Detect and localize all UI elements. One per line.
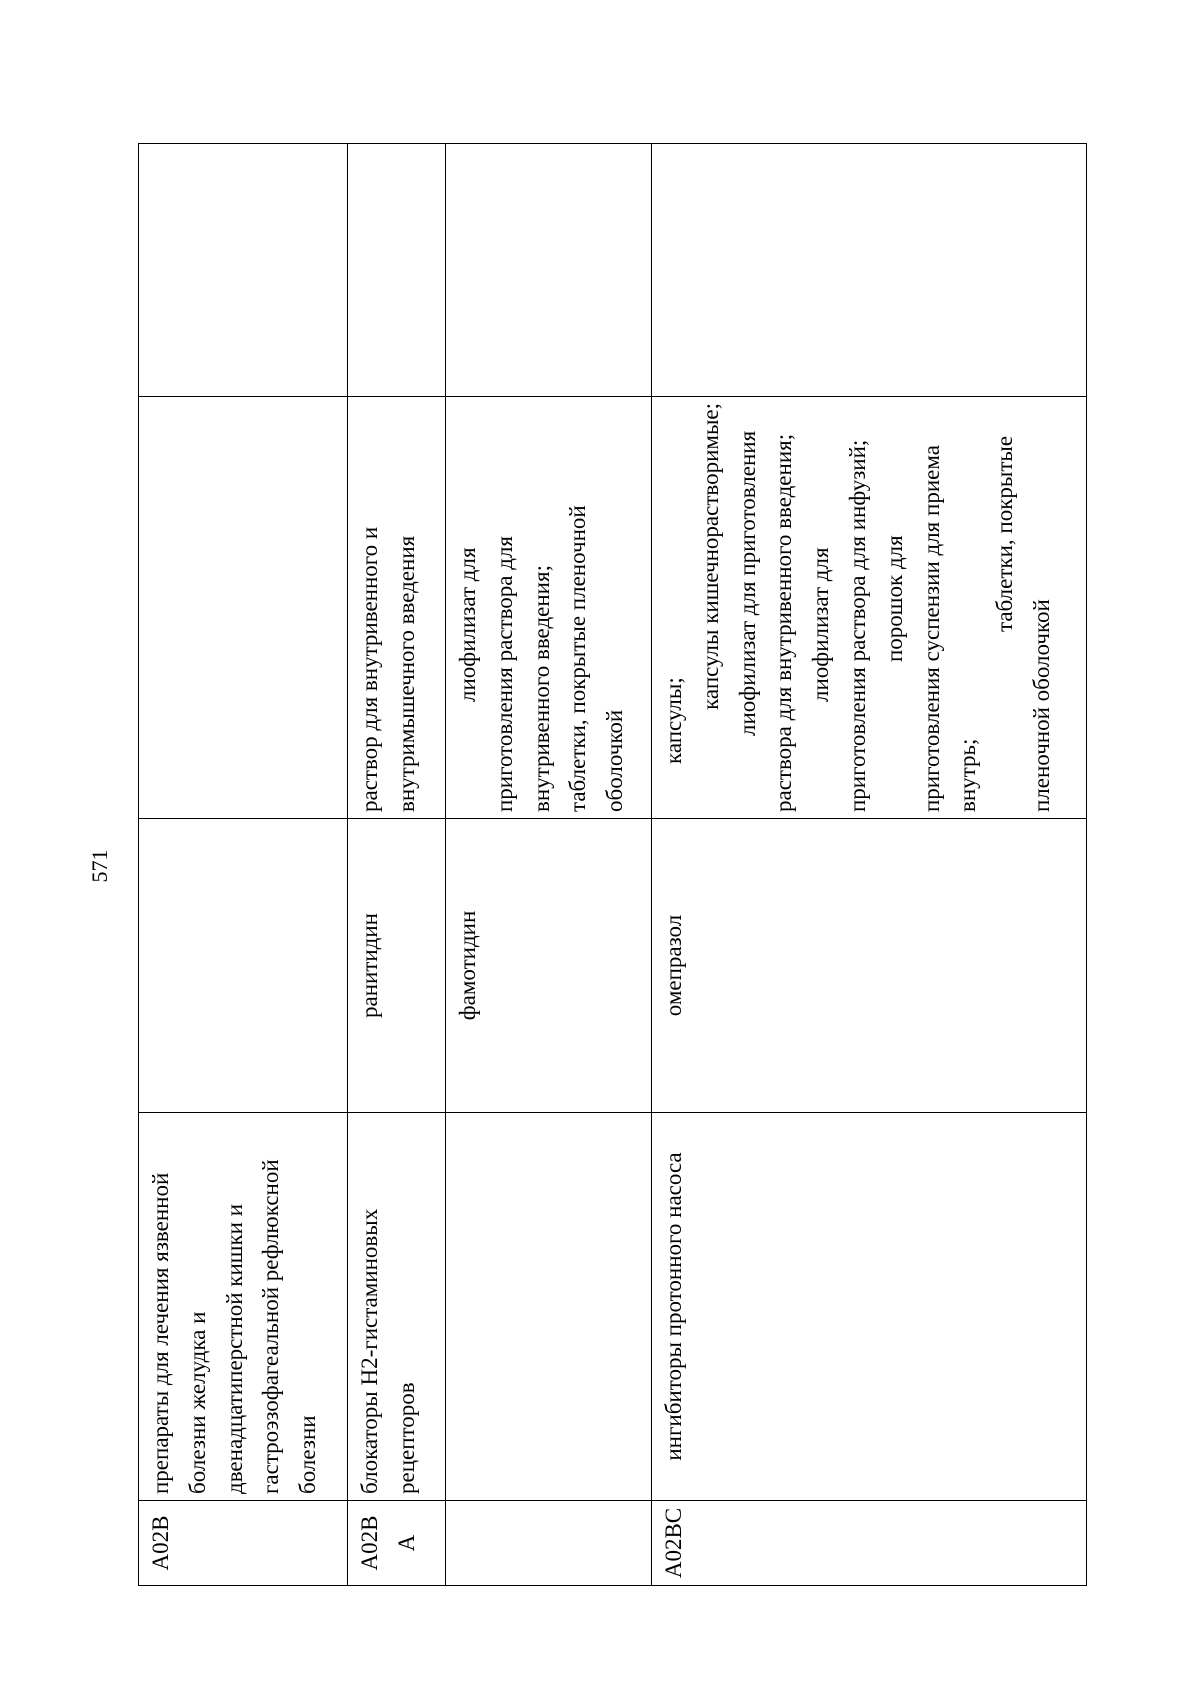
atc-code-cell: A02BC [652, 1501, 1087, 1586]
rotated-table-wrapper [138, 209, 1086, 1586]
empty-cell [348, 144, 446, 397]
table-row [348, 144, 446, 1586]
drug-table [138, 143, 1087, 1586]
table-row [652, 144, 1087, 1586]
dosage-form-line: лиофилизат для приготовления раствора для инфузий; [808, 439, 870, 812]
empty-cell [139, 144, 348, 397]
empty-cell [446, 144, 652, 397]
dosage-form-cell [446, 397, 652, 819]
drug-name-cell [139, 819, 348, 1113]
drug-name-cell: омепразол [652, 819, 1087, 1113]
group-name-cell [446, 1113, 652, 1501]
drug-name-cell: ранитидин [348, 819, 446, 1113]
page-number [84, 836, 116, 896]
drug-name-cell: фамотидин [446, 819, 652, 1113]
dosage-form-line: порошок для приготовления суспензии для приема внутрь; [881, 445, 981, 812]
atc-code-cell: A02B [139, 1501, 348, 1586]
group-name-cell: ингибиторы протонного насоса [652, 1113, 1087, 1501]
dosage-form-cell [652, 397, 1087, 819]
empty-cell [652, 144, 1087, 397]
dosage-form-cell: раствор для внутривенного и внутримышечного введения [348, 397, 446, 819]
dosage-form-line: таблетки, покрытые пленочной оболочкой [992, 435, 1054, 812]
page-number-text: 571 [87, 849, 112, 883]
dosage-form-cell [139, 397, 348, 819]
dosage-form-line: капсулы кишечнорастворимые; [697, 403, 723, 710]
dosage-form-line: капсулы; [661, 677, 686, 764]
atc-code-cell [446, 1501, 652, 1586]
group-name-cell: блокаторы Н2-гистаминовых рецепторов [348, 1113, 446, 1501]
table-row [139, 144, 348, 1586]
group-name-cell: препараты для лечения язвенной болезни желудка и двенадцатиперстной кишки и гастроэзофагеальной рефлюксной болезни [139, 1113, 348, 1501]
dosage-form-line: лиофилизат для приготовления раствора для внутривенного введения; [455, 536, 554, 812]
dosage-form-line: таблетки, покрытые пленочной оболочкой [565, 505, 628, 812]
dosage-form-line: лиофилизат для приготовления раствора для внутривенного введения; [734, 430, 797, 812]
atc-code-cell: A02B A [348, 1501, 446, 1586]
table-row [446, 144, 652, 1586]
